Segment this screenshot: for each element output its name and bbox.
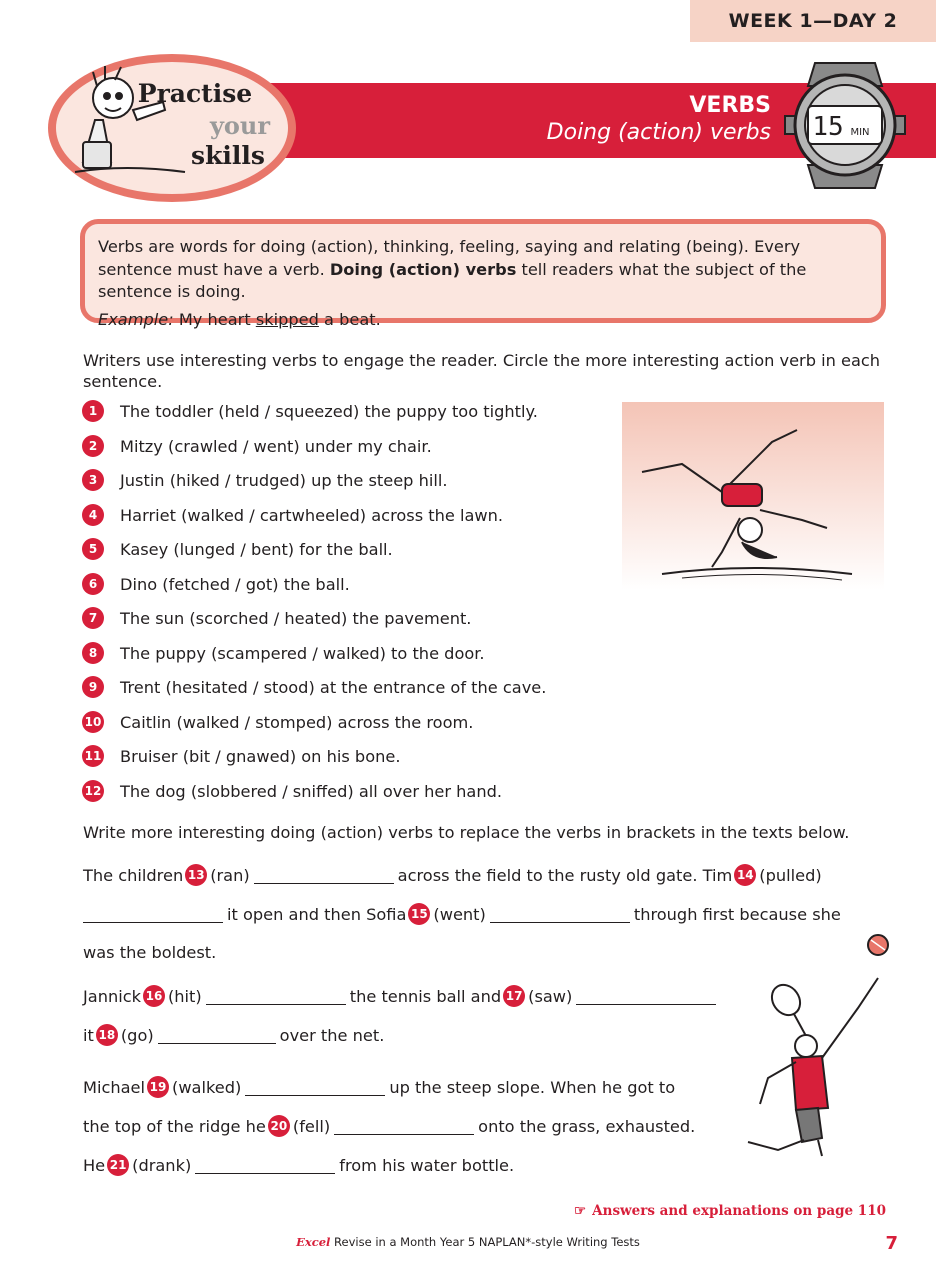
paragraph1-line2: it open and then Sofia 15 (went) through first because she: [79, 901, 841, 927]
badge-line3: skills: [191, 141, 265, 170]
paragraph2-line1: Jannick 16 (hit) the tennis ball and 17 (saw): [83, 983, 720, 1009]
item-text: Justin (hiked / trudged) up the steep hill.: [120, 470, 448, 490]
paragraph1-line1: The children 13 (ran) across the field to the rusty old gate. Tim 14 (pulled): [83, 865, 822, 885]
example-line: Example: My heart skipped a beat.: [98, 309, 381, 329]
item-text: Kasey (lunged / bent) for the ball.: [120, 539, 393, 559]
paragraph3-line1: Michael 19 (walked) up the steep slope. When he got to: [83, 1077, 676, 1097]
item-number: 10: [82, 711, 104, 733]
list-item[interactable]: [82, 502, 503, 528]
answer-blank-20[interactable]: [334, 1117, 474, 1135]
page-number: 7: [885, 1233, 898, 1254]
paragraph1-line3: was the boldest.: [83, 942, 217, 962]
item-number: 3: [82, 469, 104, 491]
item-number: 8: [82, 642, 104, 664]
item-number: 14: [734, 864, 756, 886]
badge-line1: Practise: [137, 79, 253, 108]
item-number: 1: [82, 400, 104, 422]
item-text: Mitzy (crawled / went) under my chair.: [120, 436, 432, 456]
pointing-hand-icon: ☞: [574, 1203, 587, 1219]
item-text: The puppy (scampered / walked) to the door.: [120, 643, 485, 663]
item-number: 7: [82, 607, 104, 629]
item-number: 13: [185, 864, 207, 886]
example-verb: skipped: [255, 309, 319, 329]
item-number: 12: [82, 780, 104, 802]
exercise2-instruction: Write more interesting doing (action) verbs to replace the verbs in brackets in the texts below.: [83, 823, 850, 842]
definition-bold: Doing (action) verbs: [329, 259, 517, 279]
item-text: Harriet (walked / cartwheeled) across the lawn.: [120, 505, 504, 525]
exercise1-instruction: Writers use interesting verbs to engage the reader. Circle the more interesting action verb in each sentence.: [83, 351, 881, 391]
answer-blank-16[interactable]: [206, 987, 346, 1005]
item-text: Dino (fetched / got) the ball.: [120, 574, 350, 594]
answers-link-text: Answers and explanations on page 110: [592, 1203, 886, 1219]
item-number: 5: [82, 538, 104, 560]
stopwatch-icon: [780, 58, 910, 193]
timer-unit: MIN: [850, 127, 870, 138]
footer-credit: [0, 1235, 936, 1249]
answer-blank-18[interactable]: [158, 1026, 276, 1044]
badge-line2: your: [209, 111, 271, 140]
definition-box: [80, 219, 886, 329]
item-number: 15: [408, 903, 430, 925]
list-item[interactable]: [82, 536, 393, 562]
item-number: 17: [503, 985, 525, 1007]
section-subtitle: Doing (action) verbs: [546, 120, 771, 145]
answer-blank-14[interactable]: [83, 905, 223, 923]
answer-blank-17[interactable]: [576, 987, 716, 1005]
list-item[interactable]: [82, 571, 350, 597]
item-number: 21: [107, 1154, 129, 1176]
section-title: VERBS: [689, 93, 771, 118]
item-text: The dog (slobbered / sniffed) all over her hand.: [120, 781, 503, 801]
item-number: 6: [82, 573, 104, 595]
week-day-tab: [690, 0, 936, 42]
timer-value: 15: [812, 112, 844, 142]
week-day-label: WEEK 1—DAY 2: [728, 10, 898, 32]
paragraph3-line3: He 21 (drank) from his water bottle.: [83, 1155, 515, 1175]
item-number: 20: [268, 1115, 290, 1137]
answer-blank-19[interactable]: [245, 1078, 385, 1096]
answer-blank-13[interactable]: [254, 866, 394, 884]
list-item[interactable]: [82, 778, 502, 804]
item-number: 18: [96, 1024, 118, 1046]
item-text: Bruiser (bit / gnawed) on his bone.: [120, 746, 401, 766]
item-number: 2: [82, 435, 104, 457]
answers-link[interactable]: [574, 1203, 886, 1219]
answer-blank-15[interactable]: [490, 905, 630, 923]
list-item[interactable]: [82, 433, 432, 459]
item-number: 9: [82, 676, 104, 698]
list-item[interactable]: [82, 709, 473, 735]
item-number: 16: [143, 985, 165, 1007]
list-item[interactable]: [82, 743, 400, 769]
item-number: 11: [82, 745, 104, 767]
item-text: Trent (hesitated / stood) at the entrance of the cave.: [120, 677, 547, 697]
list-item[interactable]: [82, 398, 538, 424]
example-label: Example:: [98, 309, 174, 329]
practise-skills-badge: [45, 50, 300, 205]
section-heading: [547, 93, 771, 147]
list-item[interactable]: [82, 640, 485, 666]
book-title: Revise in a Month Year 5 NAPLAN*-style Writing Tests: [330, 1235, 640, 1249]
tennis-player-illustration: [718, 928, 898, 1158]
list-item[interactable]: [82, 674, 546, 700]
paragraph3-line2: the top of the ridge he 20 (fell) onto the grass, exhausted.: [83, 1116, 696, 1136]
answer-blank-21[interactable]: [195, 1156, 335, 1174]
item-number: 4: [82, 504, 104, 526]
brand-logo: Excel: [296, 1235, 331, 1249]
cartwheel-illustration: [622, 402, 884, 590]
list-item[interactable]: [82, 605, 471, 631]
paragraph2-line2: it 18 (go) over the net.: [83, 1025, 385, 1045]
item-text: The sun (scorched / heated) the pavement.: [120, 608, 472, 628]
item-text: Caitlin (walked / stomped) across the room.: [120, 712, 474, 732]
item-number: 19: [147, 1076, 169, 1098]
list-item[interactable]: [82, 467, 447, 493]
definition-text: Verbs are words for doing (action), thinking, feeling, saying and relating (being). Every sentence must have a verb. Doing (action) verbs tell readers what the subject of the sentence is doing.: [98, 237, 807, 301]
item-text: The toddler (held / squeezed) the puppy too tightly.: [120, 401, 538, 421]
